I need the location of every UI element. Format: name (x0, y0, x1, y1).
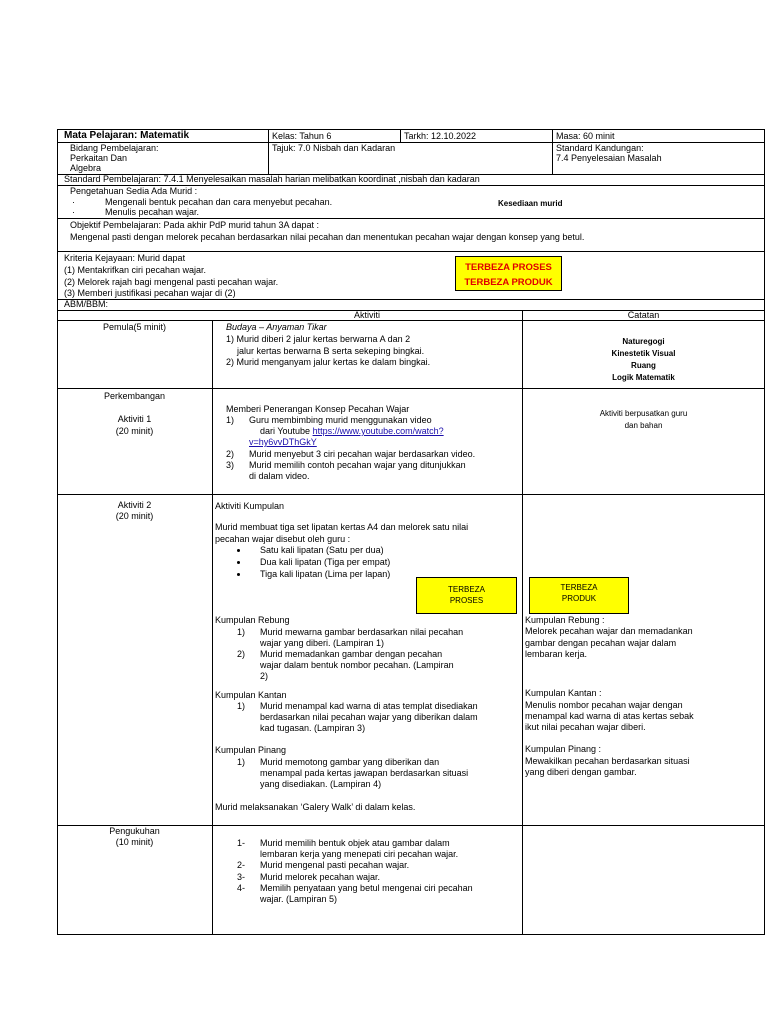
group-title: Kumpulan Kantan (215, 690, 287, 700)
activity-line: Murid mewarna gambar berdasarkan nilai pecahan (260, 627, 464, 637)
activity-line: Murid memadankan gambar dengan pecahan (260, 649, 443, 659)
note-title: Kumpulan Kantan : (525, 688, 602, 698)
list-number: 3) (226, 460, 235, 470)
activity-line (260, 426, 444, 437)
activity-line: Memilih penyataan yang betul mengenai ciri pecahan (260, 883, 473, 893)
note-line: Naturegogi (622, 337, 665, 346)
stage-label: Pengukuhan (109, 826, 160, 836)
col-divider (268, 129, 269, 174)
note-line: Kinestetik Visual (611, 349, 676, 358)
activity-title: Aktiviti Kumpulan (215, 501, 285, 511)
group-title: Kumpulan Pinang (215, 745, 287, 755)
activity-line: Murid memilih bentuk objek atau gambar dalam (260, 838, 450, 848)
activity-line: Murid membuat tiga set lipatan kertas A4 dan melorek satu nilai (215, 522, 469, 532)
list-number: 1) (226, 415, 235, 425)
activity-line: 1) Murid diberi 2 jalur kertas berwarna A dan 2 (226, 334, 411, 344)
differentiation-badge (455, 256, 562, 291)
list-number: 1) (237, 627, 246, 637)
badge-line: TERBEZA (560, 583, 598, 592)
content-standard-value: 7.4 Penyelesaian Masalah (556, 153, 662, 163)
activity-line: Murid melorek pecahan wajar. (260, 872, 381, 882)
stage-time: (10 minit) (115, 837, 154, 847)
abm-label: ABM/BBM: (64, 299, 109, 309)
activity-line: jalur kertas berwarna B serta sekeping bingkai. (237, 346, 425, 356)
activity-line: Guru membimbing murid menggunakan video (249, 415, 432, 425)
activity-title: Memberi Penerangan Konsep Pecahan Wajar (226, 404, 410, 414)
criteria-item: (1) Mentakrifkan ciri pecahan wajar. (64, 265, 207, 275)
note-line: Melorek pecahan wajar dan memadankan (525, 626, 693, 636)
note-line: yang diberi dengan gambar. (525, 767, 637, 777)
note-title: Kumpulan Rebung : (525, 615, 605, 625)
row-divider (57, 299, 765, 300)
link-prefix: dari Youtube (260, 426, 313, 436)
row-divider (57, 142, 765, 143)
activity-line: di dalam video. (249, 471, 310, 481)
activity-line: Murid memotong gambar yang diberikan dan (260, 757, 440, 767)
bullet-icon (237, 561, 240, 564)
terbeza-proses-badge (416, 577, 517, 614)
activity-line: Murid melaksanakan ‘Galery Walk’ di dalam kelas. (215, 802, 416, 812)
note-line: menampal kad warna di atas kertas sebak (525, 711, 694, 721)
activity-line: pecahan wajar disebut oleh guru : (215, 534, 351, 544)
activity-line: Murid menyebut 3 ciri pecahan wajar berdasarkan video. (249, 449, 476, 459)
fold-item: Satu kali lipatan (Satu per dua) (260, 545, 384, 555)
note-line: gambar dengan pecahan wajar dalam (525, 638, 677, 648)
note-line: Ruang (631, 361, 656, 370)
fold-item: Tiga kali lipatan (Lima per lapan) (260, 569, 391, 579)
note-line: Mewakilkan pecahan berdasarkan situasi (525, 756, 690, 766)
subject-label: Mata Pelajaran: Matematik (64, 130, 190, 141)
badge-line: TERBEZA (448, 585, 485, 594)
youtube-link[interactable]: v=hy6vvDThGkY (249, 437, 317, 447)
badge-line: TERBEZA PROSES (465, 262, 552, 273)
learning-standard: Standard Pembelajaran: 7.4.1 Menyelesaikan masalah harian melibatkan koordinat ,nisbah dan kadaran (64, 174, 480, 184)
list-number: 3- (237, 872, 246, 882)
list-number: 4- (237, 883, 246, 893)
objective-text: Mengenal pasti dengan melorek pecahan berdasarkan nilai pecahan dan menentukan pecahan wajar dengan konsep yang betul. (70, 232, 585, 242)
terbeza-produk-badge (529, 577, 629, 614)
learning-area-value: Algebra (70, 163, 102, 173)
col-divider (552, 129, 553, 174)
prior-knowledge-item: Mengenali bentuk pecahan dan cara menyebut pecahan. (105, 197, 333, 207)
badge-line: PROSES (449, 596, 484, 605)
note-line: dan bahan (624, 421, 663, 430)
group-title: Kumpulan Rebung (215, 615, 290, 625)
date-label: Tarkh: 12.10.2022 (404, 131, 477, 141)
duration-label: Masa: 60 minit (556, 131, 615, 141)
stage-activity: Aktiviti 1 (117, 414, 152, 424)
col-divider (400, 129, 401, 142)
learning-area-value: Perkaitan Dan (70, 153, 128, 163)
activity-line: wajar. (Lampiran 5) (260, 894, 338, 904)
activity-line: kad tugasan. (Lampiran 3) (260, 723, 366, 733)
note-title: Kumpulan Pinang : (525, 744, 602, 754)
activity-line: berdasarkan nilai pecahan wajar yang diberikan dalam (260, 712, 478, 722)
note-line: Menulis nombor pecahan wajar dengan (525, 700, 683, 710)
activity-line: Murid menampal kad warna di atas templat disediakan (260, 701, 478, 711)
activity-line: menampal pada kertas jawapan berdasarkan situasi (260, 768, 469, 778)
activity-line: 2) (260, 671, 269, 681)
list-number: 2) (237, 649, 246, 659)
stage-label: Pemula(5 minit) (102, 322, 167, 332)
list-number: 1- (237, 838, 246, 848)
bullet-icon (237, 549, 240, 552)
criteria-label: Kriteria Kejayaan: Murid dapat (64, 253, 186, 263)
row-divider (57, 218, 765, 219)
stage-label: Aktiviti 2 (117, 500, 152, 510)
prior-knowledge-bullet: · (72, 207, 75, 217)
badge-line: TERBEZA PRODUK (464, 277, 553, 288)
row-divider (57, 494, 765, 495)
readiness-label: Kesediaan murid (498, 199, 563, 208)
criteria-item: (3) Memberi justifikasi pecahan wajar di (2) (64, 288, 236, 298)
activity-title: Budaya – Anyaman Tikar (226, 322, 327, 332)
activity-line: 2) Murid menganyam jalur kertas ke dalam bingkai. (226, 357, 431, 367)
content-standard-label: Standard Kandungan: (556, 143, 644, 153)
badge-line: PRODUK (561, 594, 597, 603)
youtube-link[interactable]: https://www.youtube.com/watch? (312, 426, 444, 436)
prior-knowledge-label: Pengetahuan Sedia Ada Murid : (70, 186, 198, 196)
prior-knowledge-item: Menulis pecahan wajar. (105, 207, 200, 217)
note-line: Logik Matematik (612, 373, 675, 382)
prior-knowledge-bullet: · (72, 197, 75, 207)
topic-label: Tajuk: 7.0 Nisbah dan Kadaran (272, 143, 396, 153)
list-number: 1) (237, 757, 246, 767)
stage-time: (20 minit) (115, 426, 154, 436)
criteria-item: (2) Melorek rajah bagi mengenal pasti pecahan wajar. (64, 277, 279, 287)
list-number: 2- (237, 860, 246, 870)
col-divider (212, 320, 213, 935)
stage-time: (20 minit) (115, 511, 154, 521)
row-divider (57, 388, 765, 389)
note-line: lembaran kerja. (525, 649, 588, 659)
activity-line: wajar yang diberi. (Lampiran 1) (260, 638, 385, 648)
note-line: Aktiviti berpusatkan guru (599, 409, 688, 418)
learning-area-label: Bidang Pembelajaran: (70, 143, 159, 153)
activity-line: Murid memilih contoh pecahan wajar yang ditunjukkan (249, 460, 466, 470)
objective-label: Objektif Pembelajaran: Pada akhir PdP murid tahun 3A dapat : (70, 220, 319, 230)
activity-line: wajar dalam bentuk nombor pecahan. (Lampiran (260, 660, 454, 670)
activity-column-header: Aktiviti (353, 310, 380, 320)
row-divider (57, 251, 765, 252)
activity-line: Murid mengenal pasti pecahan wajar. (260, 860, 410, 870)
fold-item: Dua kali lipatan (Tiga per empat) (260, 557, 391, 567)
col-divider (522, 310, 523, 935)
notes-column-header: Catatan (627, 310, 660, 320)
bullet-icon (237, 573, 240, 576)
class-label: Kelas: Tahun 6 (272, 131, 332, 141)
note-line: ikut nilai pecahan wajar diberi. (525, 722, 646, 732)
list-number: 2) (226, 449, 235, 459)
activity-line: lembaran kerja yang menepati ciri pecahan wajar. (260, 849, 459, 859)
list-number: 1) (237, 701, 246, 711)
stage-label: Perkembangan (103, 391, 166, 401)
activity-line: yang disediakan. (Lampiran 4) (260, 779, 382, 789)
